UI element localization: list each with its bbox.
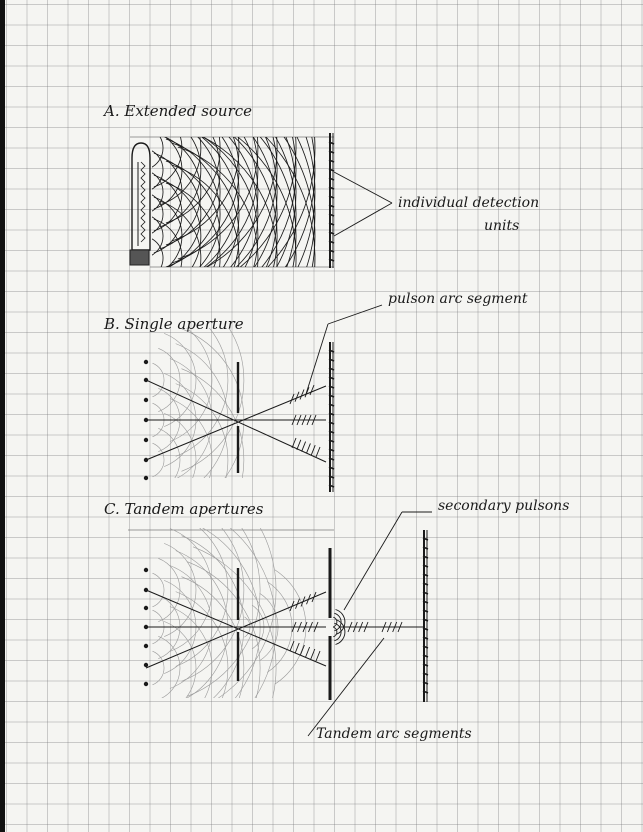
- faint-arc: [176, 304, 228, 457]
- faint-arc: [182, 289, 244, 472]
- source-point: [144, 644, 148, 648]
- detector-array: [329, 133, 334, 268]
- aperture-plate-c2: [330, 548, 345, 700]
- wavefront-arc: [190, 1, 296, 295]
- faint-arc: [176, 592, 228, 745]
- arc-tick: [300, 390, 304, 400]
- wavefront-arc: [154, 153, 182, 231]
- source-point: [144, 663, 148, 667]
- wavefront-arc: [154, 219, 182, 297]
- wavefront-arc: [154, 175, 182, 253]
- faint-arc: [182, 577, 244, 760]
- arc-tick: [306, 647, 310, 657]
- arc-tick: [292, 438, 296, 448]
- tandem-arc-segments-label: Tandem arc segments: [316, 726, 472, 742]
- arc-tick: [311, 649, 315, 659]
- arc-tick: [297, 440, 301, 450]
- secondary-pulsons-pointer: [344, 512, 432, 610]
- secondary-arc: [333, 627, 337, 637]
- faint-arc: [153, 443, 165, 477]
- faint-arc: [158, 348, 180, 411]
- arc-tick: [316, 651, 320, 661]
- source-point: [144, 476, 148, 480]
- faint-arc: [153, 363, 165, 397]
- wavefront-arc: [190, 67, 296, 361]
- section-a-diagram: [130, 0, 392, 423]
- section-a-title: A. Extended source: [104, 102, 253, 120]
- detector-screen-c: [423, 530, 428, 702]
- source-point: [144, 568, 148, 572]
- wavefront-arc: [184, 107, 277, 365]
- wavefront-arc: [190, 111, 296, 405]
- source-point: [144, 360, 148, 364]
- wavefront-arc: [184, 85, 277, 343]
- wavefront-arc: [154, 109, 182, 187]
- faint-arc: [153, 573, 165, 607]
- arc-tick: [311, 445, 315, 455]
- wavefront-arc: [184, 63, 277, 321]
- faint-arc: [153, 651, 165, 685]
- wavefront-arc: [154, 197, 182, 275]
- pulson-arc-pointer: [306, 305, 382, 394]
- wavefront-arc: [190, 23, 296, 317]
- detection-units-pointer: [334, 172, 392, 236]
- faint-arc: [158, 636, 180, 699]
- section-b-title: B. Single aperture: [104, 315, 244, 333]
- faint-arc: [182, 369, 244, 552]
- wavefront-arc: [190, 89, 296, 383]
- arc-tick: [295, 392, 299, 402]
- wavefront-arc: [154, 131, 182, 209]
- detection-units-label-line2: units: [484, 218, 520, 234]
- wavefront-arc: [178, 81, 258, 303]
- rays-c: [146, 590, 424, 668]
- extended-source-lamp: [130, 143, 150, 265]
- arc-tick: [295, 643, 299, 653]
- arc-tick: [300, 645, 304, 655]
- faint-arc: [187, 562, 260, 775]
- wavefront-arc: [190, 45, 296, 339]
- arc-segment-ticks-b: [290, 385, 320, 457]
- section-b-diagram: [144, 289, 382, 552]
- wavefront-arc: [184, 41, 277, 299]
- source-point: [144, 438, 148, 442]
- pulson-arc-segment-label: pulson arc segment: [388, 291, 528, 307]
- faint-arc: [176, 384, 228, 537]
- section-c-title: C. Tandem apertures: [104, 500, 264, 518]
- arc-tick: [302, 442, 306, 452]
- detector-screen-b: [329, 342, 334, 492]
- faint-arc: [182, 499, 244, 682]
- arc-tick: [290, 641, 294, 651]
- section-c-diagram: [128, 469, 432, 789]
- secondary-pulsons-label: secondary pulsons: [438, 498, 570, 514]
- arc-tick: [316, 447, 320, 457]
- source-point: [144, 398, 148, 402]
- faint-arc: [158, 428, 180, 491]
- source-point: [144, 606, 148, 610]
- detection-units-label-line1: individual detection: [398, 195, 540, 211]
- secondary-arc: [333, 617, 337, 627]
- source-point: [144, 682, 148, 686]
- faint-arc: [187, 484, 260, 697]
- aperture-c-arcs: [153, 469, 306, 789]
- wavefront-arc: [178, 103, 258, 325]
- arc-tick: [310, 385, 314, 395]
- arc-tick: [306, 443, 310, 453]
